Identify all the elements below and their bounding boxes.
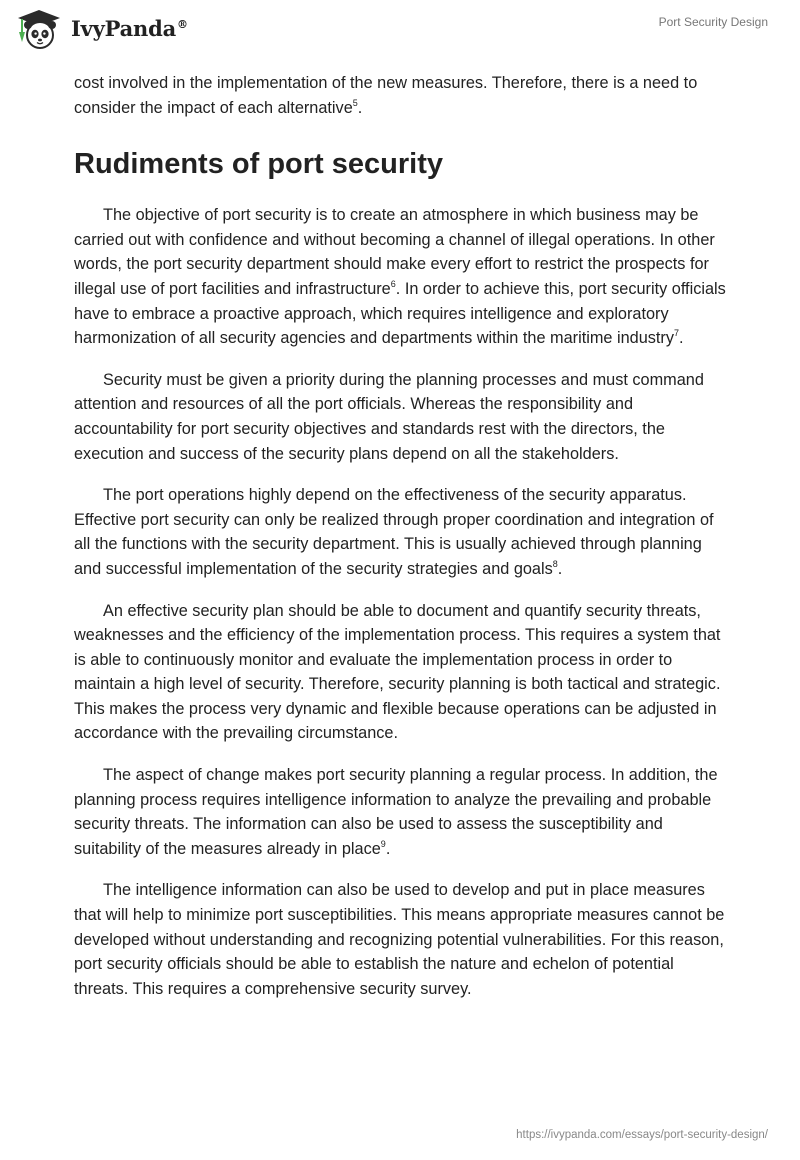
paragraph: The intelligence information can also be used to develop and put in place measures that will help to minimize port susceptibilities. This means appropriate measures cannot be developed without understanding and recognizing potential vulnerabilities. For this reason, port security officials should be able to establish the nature and echelon of potential threats. This requires a comprehensive security survey. [74,881,725,998]
paragraph: An effective security plan should be able to document and quantify security threats, weaknesses and the efficiency of the implementation process. This requires a system that is able to continuously monitor and evaluate the implementation process in order to maintain a high level of security. Therefore, security planning is both tactical and strategic. This makes the process very dynamic and flexible because operations can be adjusted in accordance with the prevailing circumstance. [74,601,721,743]
page-header [0,0,800,64]
paragraph: The objective of port security is to create an atmosphere in which business may be carried out with confidence and without becoming a channel of illegal operations. In other words, the port security department should make every effort to restrict the prospects for illegal use of port facilities and infrastructure$^6$. In order to achieve this, port security officials have to embrace a proactive approach, which requires intelligence and exploratory harmonization of all security agencies and departments within the maritime industry$^7$. [74,206,726,348]
footnote-ref[interactable]: 8 [552,558,558,569]
footnote-ref[interactable]: 6 [390,278,396,289]
paragraph: The aspect of change makes port security planning a regular process. In addition, the planning process requires intelligence information to analyze the prevailing and probable security threats. The information can also be used to assess the susceptibility and suitability of the measures already in place$^9$. [74,766,718,858]
footnote-ref[interactable]: 5 [352,97,358,108]
brand-logo[interactable] [14,8,188,50]
paragraph: The port operations highly depend on the effectiveness of the security apparatus. Effective port security can only be realized through proper coordination and integration of all the functions with the security department. This is usually achieved through planning and successful implementation of the security strategies and goals$^8$. [74,486,714,578]
panda-logo-icon [14,8,64,50]
section-heading: Rudiments of port security [74,148,443,181]
lead-paragraph: cost involved in the implementation of the new measures. Therefore, there is a need to consider the impact of each alternative$^5$. [74,74,698,117]
article-body [74,71,728,1018]
footnote-ref[interactable]: 9 [380,838,386,849]
brand-name: IvyPanda® [71,15,188,41]
footnote-ref[interactable]: 7 [673,328,679,339]
document-title: Port Security Design [658,15,768,29]
paragraph: Security must be given a priority during the planning processes and must command attention and resources of all the port officials. Whereas the responsibility and accountability for port security objectives and standards rest with the directors, the execution and success of the security plans depend on all the stakeholders. [74,370,704,463]
source-url-link[interactable]: https://ivypanda.com/essays/port-security-design/ [516,1129,768,1141]
